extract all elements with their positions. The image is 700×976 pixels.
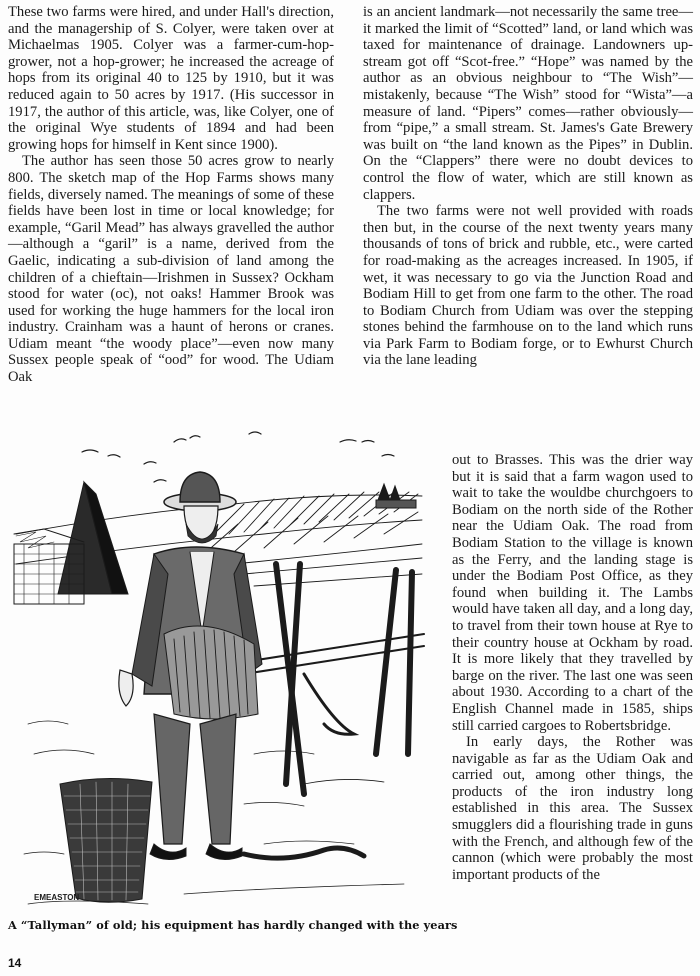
hop-poles — [276, 564, 412, 794]
basket — [60, 778, 152, 902]
left-column — [8, 4, 334, 386]
figure-caption: A “Tallyman” of old; his equipment has hardly changed with the years — [8, 918, 458, 932]
paragraph: The two farms were not well provided with roads then but, in the course of the next twenty years many thousands of tons of brick and rubble, etc., were carted for road-making as the acreages increased. In 1905, if wet, it was necessary to go via the Junction Road and Bodiam Hill to get from one farm to the other. The road to Bodiam Church from Udiam was over the stepping stones behind the farmhouse on to the land which runs via Park Farm to Bodiam forge, or to Ewhurst Church via the lane leading — [363, 203, 693, 369]
paragraph: These two farms were hired, and under Hall's direction, and the managership of S. Colyer, were taken over at Michaelmas 1905. Colyer was a farmer-cum-hop-grower, not a hop-grower; he increased the acreage of hops from its original 40 to 125 by 1910, but it was reduced again to 50 acres by 1917. (His successor in 1917, the author of this article, was, like Colyer, one of the original Wye students of 1894 and had been growing hops for himself in Kent since 1900). — [8, 4, 334, 153]
paragraph: In early days, the Rother was navigable as far as the Udiam Oak and carried out, among other things, the products of the iron industry long established in this area. The Sussex smugglers did a flourishing trade in guns with the French, and although few of the cannon (which were probably the most important products of the — [452, 734, 693, 883]
right-narrow-column — [452, 452, 693, 883]
paragraph: The author has seen those 50 acres grow to nearly 800. The sketch map of the Hop Farms shows many fields, diversely named. The meanings of some of these fields have been lost in time or local knowledge; for example, “Garil Mead” has always gravelled the author—although a “garil” is a name, derived from the Gaelic, indicating a sub-division of land among the children of a chieftain—Irishmen in Sussex? Ockham stood for water (oc), not oaks! Hammer Brook was used for working the huge hammers for the local iron industry. Crainham was a haunt of herons or cranes. Udiam meant “the woody place”—even now many Sussex people speak of “ood” for wood. The Udiam Oak — [8, 153, 334, 386]
tallyman-illustration — [4, 424, 436, 914]
birds — [82, 432, 394, 482]
oast-house — [14, 482, 128, 604]
paragraph: is an ancient landmark—not necessarily the same tree—it marked the limit of “Scotted” land, or land which was taxed for maintenance of drainage. Landowners up-stream got off “Scot-free.” “Hope” was named by the author as an obvious neighbour to “The Wish”—mistakenly, because “The Wish” stood for “Wista”—a measure of land. “Pipers” comes—rather obviously—from “pipe,” a small stream. St. James's Gate Brewery was built on “the land known as the Pipes” in Dublin. On the “Clappers” there were no doubt devices to control the flow of water, which are still known as clappers. — [363, 4, 693, 203]
artist-signature: EMEASTON — [34, 893, 80, 902]
page-number: 14 — [8, 956, 22, 970]
right-column — [363, 4, 693, 369]
hop-bin — [244, 634, 424, 734]
paragraph: out to Brasses. This was the drier way but it is said that a farm wagon used to wait to take the wouldbe churchgoers to Bodiam on the north side of the Rother near the Udiam Oak. The road from Bodiam Station to the village is known as the Ferry, and the landing stage is under the Bodiam Post Office, as they found when building it. The Lambs would have taken all day, and a long day, to travel from their town house at Rye to their country house at Ockham by road. It is more likely that they travelled by barge on the river. The last one was seen about 1930. According to a chart of the English Channel made in 1585, ships still carried cargoes to Robertsbridge. — [452, 452, 693, 734]
distant-oast-house — [376, 484, 416, 508]
